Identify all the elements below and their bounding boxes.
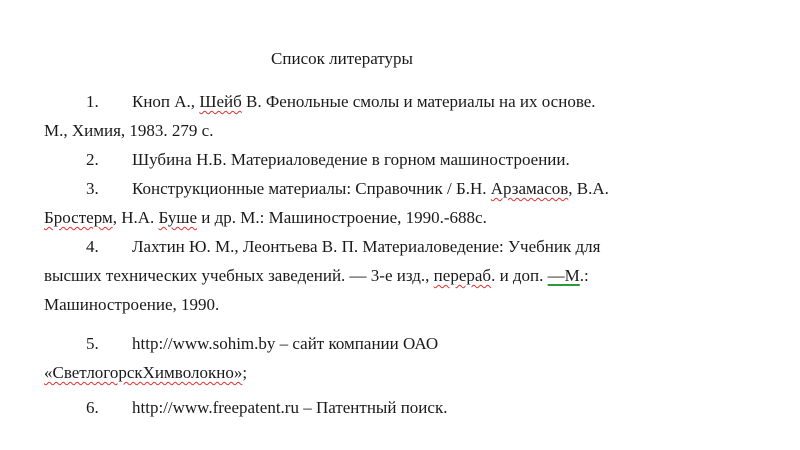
item-4-line-1: Лахтин Ю. М., Леонтьева В. П. Материаловедение: Учебник для: [132, 237, 601, 256]
item-4-line-3: Машиностроение, 1990.: [44, 295, 220, 314]
item-5-number: 5.: [86, 334, 99, 353]
item-1-text: Кноп А.,: [132, 92, 200, 111]
item-4-text-mid: . и доп.: [491, 266, 548, 285]
page-title: Список литературы: [271, 49, 413, 68]
item-1-text-rest: В. Фенольные смолы и материалы на их основе.: [241, 92, 596, 111]
item-3-text-mid: , Н.А.: [112, 208, 159, 227]
item-3-text-end: и др. М.: Машиностроение, 1990.-688с.: [197, 208, 487, 227]
item-4-grammar-flag: —М: [547, 266, 580, 285]
item-1-line-1: [132, 91, 596, 113]
item-2-number: 2.: [86, 150, 99, 169]
item-4-flagged-word: перераб: [433, 266, 492, 285]
item-6-number: 6.: [86, 398, 99, 417]
item-3-number: 3.: [86, 179, 99, 198]
item-1-flagged-word: Шейб: [199, 92, 242, 111]
item-6-line-1: http://www.freepatent.ru – Патентный поиск.: [132, 398, 448, 417]
item-4-text: высших технических учебных заведений. — 3-е изд.,: [44, 266, 434, 285]
item-5-line-1: http://www.sohim.by – сайт компании ОАО: [132, 334, 439, 353]
item-3-flagged-word-2: Бростерм: [44, 208, 113, 227]
item-3-flagged-word-3: Буше: [158, 208, 198, 227]
item-4-text-end: .:: [579, 266, 589, 285]
item-4-line-2: [44, 265, 589, 287]
item-5-flagged-word: «СветлогорскХимволокно»: [44, 363, 243, 382]
item-2-line-1: Шубина Н.Б. Материаловедение в горном машиностроении.: [132, 150, 570, 169]
item-5-line-2: [44, 362, 247, 384]
item-3-flagged-word: Арзамасов: [490, 179, 569, 198]
item-5-text-end: ;: [242, 363, 248, 382]
item-1-line-2: М., Химия, 1983. 279 с.: [44, 121, 214, 140]
item-3-text-rest: , В.А.: [568, 179, 609, 198]
item-3-line-1: [132, 178, 609, 200]
item-4-number: 4.: [86, 237, 99, 256]
item-3-text: Конструкционные материалы: Справочник / Б.Н.: [132, 179, 491, 198]
item-1-number: 1.: [86, 92, 99, 111]
item-3-line-2: [44, 207, 487, 229]
